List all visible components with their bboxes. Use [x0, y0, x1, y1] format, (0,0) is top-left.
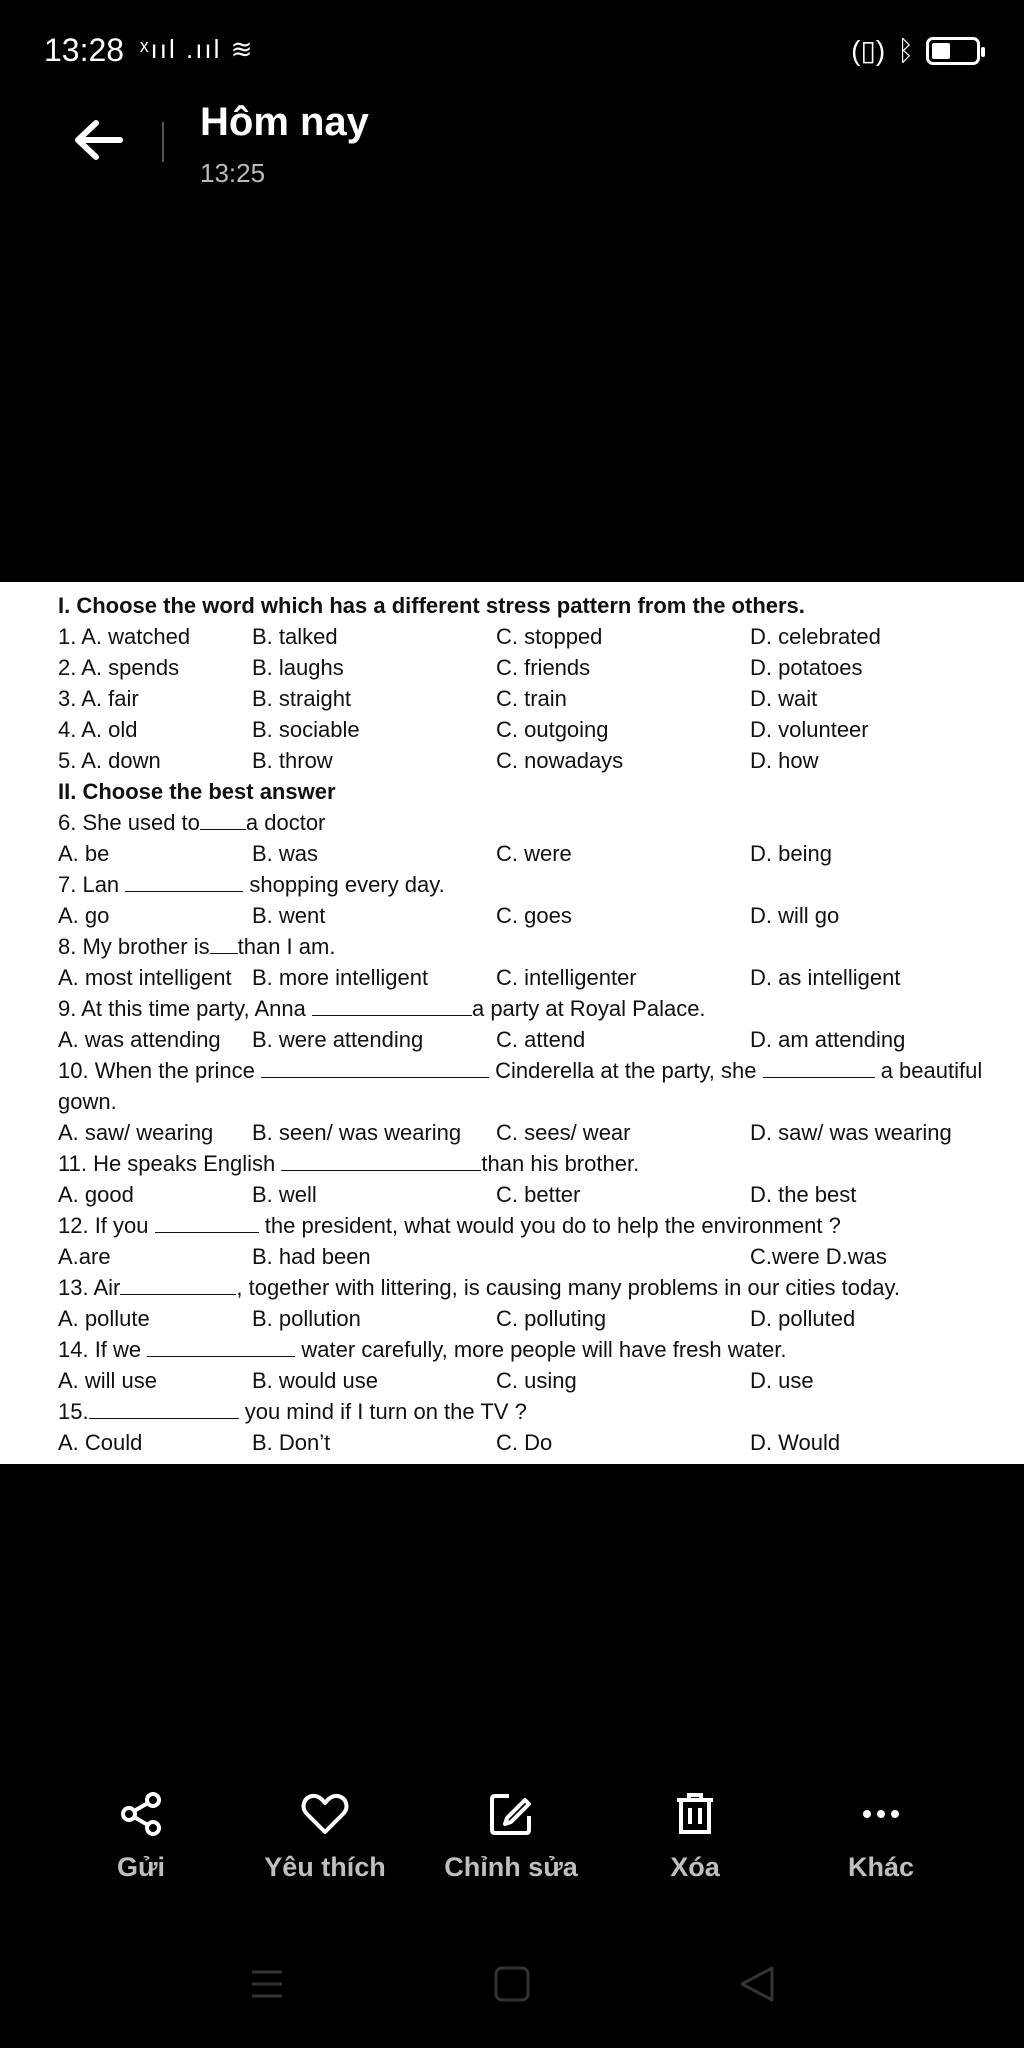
answer-blank	[155, 1212, 259, 1233]
answer-blank	[261, 1057, 489, 1078]
option: D. wait	[750, 686, 818, 711]
option: B. seen/ was wearing	[252, 1120, 462, 1145]
option: C. sees/ wear	[496, 1120, 631, 1145]
status-time: 13:28	[44, 32, 125, 68]
vibrate-icon: (▯)	[851, 35, 886, 66]
question-row	[58, 683, 1024, 714]
answer-blank	[763, 1057, 875, 1078]
option: B. sociable	[252, 717, 360, 742]
stem-text: 13. Air	[58, 1275, 121, 1300]
stem-text: , together with littering, is causing many problems in our cities today.	[236, 1275, 900, 1300]
option: 1. A. watched	[58, 624, 191, 649]
edit-icon	[487, 1790, 535, 1838]
stem-text: than I am.	[237, 934, 336, 959]
option: A.are	[58, 1244, 111, 1269]
question-stem	[58, 1210, 1024, 1241]
stem-text: 8. My brother is	[58, 934, 210, 959]
option: B. were attending	[252, 1027, 424, 1052]
arrow-left-icon	[70, 115, 126, 165]
home-nav-button[interactable]	[487, 1964, 537, 2004]
option: A. was attending	[58, 1027, 221, 1052]
bluetooth-icon: ᛒ	[897, 34, 914, 66]
option: B. Don’t	[252, 1430, 331, 1455]
menu-icon	[242, 1964, 292, 2004]
question-row	[58, 621, 1024, 652]
option: C. polluting	[496, 1306, 607, 1331]
option: C. nowadays	[496, 748, 624, 773]
option: D. Would	[750, 1430, 841, 1455]
option: D. being	[750, 841, 832, 866]
option: C. goes	[496, 903, 572, 928]
stem-text: you mind if I turn on the TV ?	[244, 1399, 527, 1424]
stem-text: the president, what would you do to help the environment ?	[264, 1213, 841, 1238]
option: C. were	[496, 841, 572, 866]
option: D. am attending	[750, 1027, 906, 1052]
option: A. good	[58, 1182, 134, 1207]
system-nav-bar	[0, 1950, 1024, 2020]
heart-icon	[300, 1790, 350, 1838]
option: 3. A. fair	[58, 686, 139, 711]
stem-text: 11. He speaks English	[58, 1151, 276, 1176]
question-stem	[58, 869, 1024, 900]
section-heading: II. Choose the best answer	[58, 779, 336, 804]
menu-nav-button[interactable]	[242, 1964, 292, 2004]
section-heading: I. Choose the word which has a different stress pattern from the others.	[58, 593, 805, 618]
question-stem: gown.	[58, 1089, 117, 1114]
edit-label: Chỉnh sửa	[444, 1852, 578, 1882]
answer-blank	[210, 933, 238, 954]
option: B. well	[252, 1182, 317, 1207]
question-row	[58, 900, 1024, 931]
more-button[interactable]	[836, 1790, 926, 1883]
option: D. use	[750, 1368, 814, 1393]
option: A. will use	[58, 1368, 158, 1393]
option: D. polluted	[750, 1306, 856, 1331]
stem-text: a party at Royal Palace.	[471, 996, 706, 1021]
option: C. intelligenter	[496, 965, 637, 990]
option: B. was	[252, 841, 319, 866]
battery-icon	[926, 37, 980, 65]
option: B. straight	[252, 686, 352, 711]
option: C. outgoing	[496, 717, 609, 742]
stem-text: 7. Lan	[58, 872, 120, 897]
stem-text: 12. If you	[58, 1213, 149, 1238]
more-icon	[857, 1790, 905, 1838]
question-row	[58, 1241, 1024, 1272]
header-divider	[162, 122, 164, 162]
option: D. saw/ was wearing	[750, 1120, 952, 1145]
stem-text: 14. If we	[58, 1337, 142, 1362]
back-triangle-icon	[732, 1964, 782, 2004]
question-stem	[58, 1334, 1024, 1365]
status-right-icons	[851, 34, 980, 67]
status-bar	[0, 0, 1024, 100]
option: A. go	[58, 903, 110, 928]
option: D. as intelligent	[750, 965, 901, 990]
option: C. better	[496, 1182, 581, 1207]
option: C. attend	[496, 1027, 586, 1052]
option: D. volunteer	[750, 717, 869, 742]
question-row	[58, 1179, 1024, 1210]
option: 4. A. old	[58, 717, 138, 742]
edit-button[interactable]	[436, 1790, 586, 1883]
question-stem	[58, 1396, 1024, 1427]
option: D. celebrated	[750, 624, 881, 649]
delete-label: Xóa	[670, 1852, 720, 1882]
question-stem	[58, 807, 1024, 838]
option: C.were D.was	[750, 1244, 887, 1269]
page-title: Hôm nay	[200, 100, 369, 144]
option: B. talked	[252, 624, 338, 649]
question-stem	[58, 1055, 1024, 1086]
question-row	[58, 838, 1024, 869]
question-row	[58, 962, 1024, 993]
trash-icon	[671, 1790, 719, 1838]
stem-text: 15.	[58, 1399, 89, 1424]
stem-text: a doctor	[245, 810, 326, 835]
answer-blank	[120, 1274, 236, 1295]
question-row	[58, 745, 1024, 776]
option: B. would use	[252, 1368, 378, 1393]
stem-text: than his brother.	[481, 1151, 640, 1176]
stem-text: Cinderella at the party, she	[495, 1058, 757, 1083]
share-icon	[117, 1790, 165, 1838]
question-stem	[58, 993, 1024, 1024]
option: B. more intelligent	[252, 965, 429, 990]
question-stem	[58, 931, 1024, 962]
question-row	[58, 652, 1024, 683]
question-row	[58, 1117, 1024, 1148]
question-row	[58, 1365, 1024, 1396]
back-nav-button[interactable]	[732, 1964, 782, 2004]
more-label: Khác	[847, 1852, 915, 1882]
back-button[interactable]	[70, 115, 130, 165]
stem-text: shopping every day.	[249, 872, 445, 897]
stem-text: a beautiful	[880, 1058, 983, 1083]
option: D. the best	[750, 1182, 857, 1207]
option: D. potatoes	[750, 655, 863, 680]
question-stem	[58, 1148, 1024, 1179]
stem-text: water carefully, more people will have fresh water.	[301, 1337, 787, 1362]
option: 5. A. down	[58, 748, 161, 773]
option: C. train	[496, 686, 567, 711]
favorite-label: Yêu thích	[264, 1852, 386, 1882]
option: A. be	[58, 841, 110, 866]
question-row	[58, 1024, 1024, 1055]
option: C. using	[496, 1368, 577, 1393]
home-icon	[487, 1964, 537, 2004]
share-button[interactable]	[96, 1790, 186, 1883]
option: C. Do	[496, 1430, 553, 1455]
option: D. how	[750, 748, 819, 773]
option: C. stopped	[496, 624, 603, 649]
option: B. went	[252, 903, 326, 928]
option: B. had been	[252, 1244, 371, 1269]
option: C. friends	[496, 655, 591, 680]
stem-text: 9. At this time party, Anna	[58, 996, 306, 1021]
photo-viewer-image[interactable]	[0, 582, 1024, 1464]
question-row	[58, 714, 1024, 745]
option: B. laughs	[252, 655, 344, 680]
favorite-button[interactable]	[250, 1790, 400, 1883]
answer-blank	[312, 995, 472, 1016]
option: A. pollute	[58, 1306, 150, 1331]
question-stem	[58, 1272, 1024, 1303]
stem-text: 6. She used to	[58, 810, 200, 835]
action-toolbar	[0, 1790, 1024, 1910]
option: A. Could	[58, 1430, 143, 1455]
option: B. throw	[252, 748, 333, 773]
answer-blank	[147, 1336, 295, 1357]
page-subtitle: 13:25	[200, 158, 266, 188]
option: A. most intelligent	[58, 965, 232, 990]
signal-icons: ˣııl .ııl ≋	[140, 34, 255, 64]
share-label: Gửi	[116, 1852, 166, 1882]
option: 2. A. spends	[58, 655, 180, 680]
answer-blank	[281, 1150, 481, 1171]
stem-text: 10. When the prince	[58, 1058, 255, 1083]
question-row	[58, 1303, 1024, 1334]
question-row	[58, 1427, 1024, 1458]
option: D. will go	[750, 903, 840, 928]
answer-blank	[125, 871, 243, 892]
worksheet-document	[58, 590, 1024, 1458]
delete-button[interactable]	[650, 1790, 740, 1883]
answer-blank	[200, 809, 246, 830]
option: B. pollution	[252, 1306, 361, 1331]
answer-blank	[89, 1398, 239, 1419]
option: A. saw/ wearing	[58, 1120, 214, 1145]
